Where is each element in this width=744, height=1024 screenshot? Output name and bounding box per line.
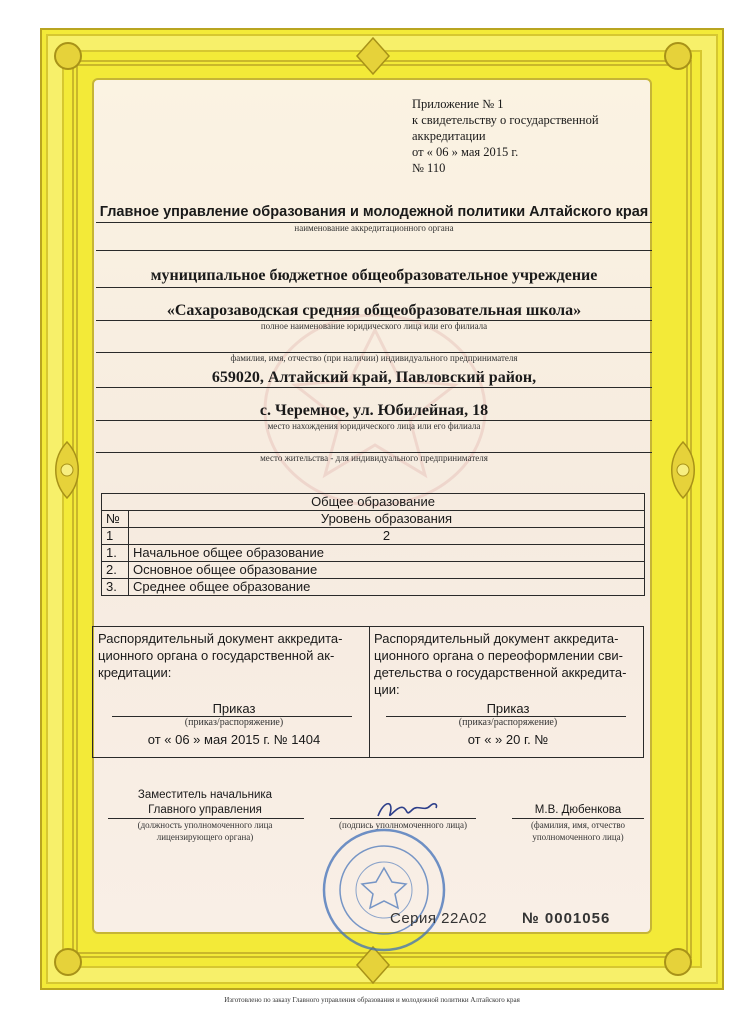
doc-text-line: ционного органа о переоформлении сви- [374,648,624,663]
underline [108,818,304,819]
authority-caption: наименование аккредитационного органа [294,223,454,233]
ip-caption: фамилия, имя, отчество (при наличии) индивидуального предпринимателя [230,353,518,363]
corner-ornament-icon [50,38,86,74]
appendix-block [412,96,599,176]
appendix-date: от « 06 » мая 2015 г. [412,145,519,159]
underline [96,250,652,251]
column-header-number: № [102,511,129,528]
address-caption: место нахождения юридического лица или его филиала [267,421,481,431]
underline [96,387,652,388]
row-level: Среднее общее образование [129,579,645,596]
table-index-row [102,528,645,545]
underline [512,818,644,819]
left-document-text [98,630,366,681]
appendix-line: аккредитации [412,129,486,143]
doc-text-line: детельства о государственной аккредита- [374,665,627,680]
left-document-date: от « 06 » мая 2015 г. № 1404 [147,732,321,747]
left-document-kind: Приказ [212,701,256,716]
person-name: М.В. Дюбенкова [534,804,622,816]
row-level: Начальное общее образование [129,545,645,562]
authority-name: Главное управление образования и молодежной политики Алтайского края [99,204,649,220]
appendix-line: к свидетельству о государственной [412,113,599,127]
underline [330,818,476,819]
residence-caption: место жительства - для индивидуального предпринимателя [260,453,488,463]
doc-text-line: ции: [374,682,400,697]
appendix-title: Приложение № 1 [412,97,504,111]
signature-caption: (подпись уполномоченного лица) [339,820,467,830]
address-line-2: с. Черемное, ул. Юбилейная, 18 [259,402,489,419]
position-line-2: Главного управления [148,804,262,816]
organization-name: «Сахарозаводская средняя общеобразовательная школа» [166,302,582,319]
printer-footer: Изготовлено по заказу Главного управления образования и молодежной политики Алтайского края [224,996,520,1004]
table-title-row [102,494,645,511]
left-ornament-icon [48,440,86,500]
organization-caption: полное наименование юридического лица или его филиала [260,321,488,331]
index-cell: 1 [102,528,129,545]
education-levels-table [101,493,645,596]
right-document-kind: Приказ [486,701,530,716]
column-header-level: Уровень образования [129,511,645,528]
person-caption-2: уполномоченного лица) [532,832,624,842]
appendix-number: № 110 [412,161,446,175]
corner-ornament-icon [660,38,696,74]
position-caption-2: лицензирующего органа) [156,832,254,842]
serial-number: № 0001056 [522,910,611,927]
right-document-text [374,630,642,698]
corner-ornament-icon [50,944,86,980]
row-level: Основное общее образование [129,562,645,579]
corner-ornament-icon [660,944,696,980]
doc-text-line: ционного органа о государственной ак- [98,648,335,663]
series-label: Серия 22А02 [390,910,488,927]
row-number: 2. [102,562,129,579]
person-caption-1: (фамилия, имя, отчество [530,820,626,830]
table-row [102,545,645,562]
documents-divider [369,627,370,757]
table-title: Общее образование [102,494,645,511]
doc-text-line: Распорядительный документ аккредита- [98,631,343,646]
position-caption-1: (должность уполномоченного лица [137,820,273,830]
table-row [102,562,645,579]
doc-text-line: кредитации: [98,665,172,680]
index-cell: 2 [129,528,645,545]
right-kind-caption: (приказ/распоряжение) [458,717,558,728]
table-row [102,579,645,596]
underline [96,287,652,288]
row-number: 3. [102,579,129,596]
left-kind-caption: (приказ/распоряжение) [184,717,284,728]
address-line-1: 659020, Алтайский край, Павловский район, [211,369,537,386]
table-header-row [102,511,645,528]
organization-type: муниципальное бюджетное общеобразовательное учреждение [150,267,598,284]
right-document-date: от « » 20 г. № [467,732,549,747]
doc-text-line: Распорядительный документ аккредита- [374,631,619,646]
top-ornament-icon [353,36,393,76]
right-ornament-icon [664,440,702,500]
position-line-1: Заместитель начальника [137,789,273,801]
official-seal-icon [320,826,448,954]
row-number: 1. [102,545,129,562]
